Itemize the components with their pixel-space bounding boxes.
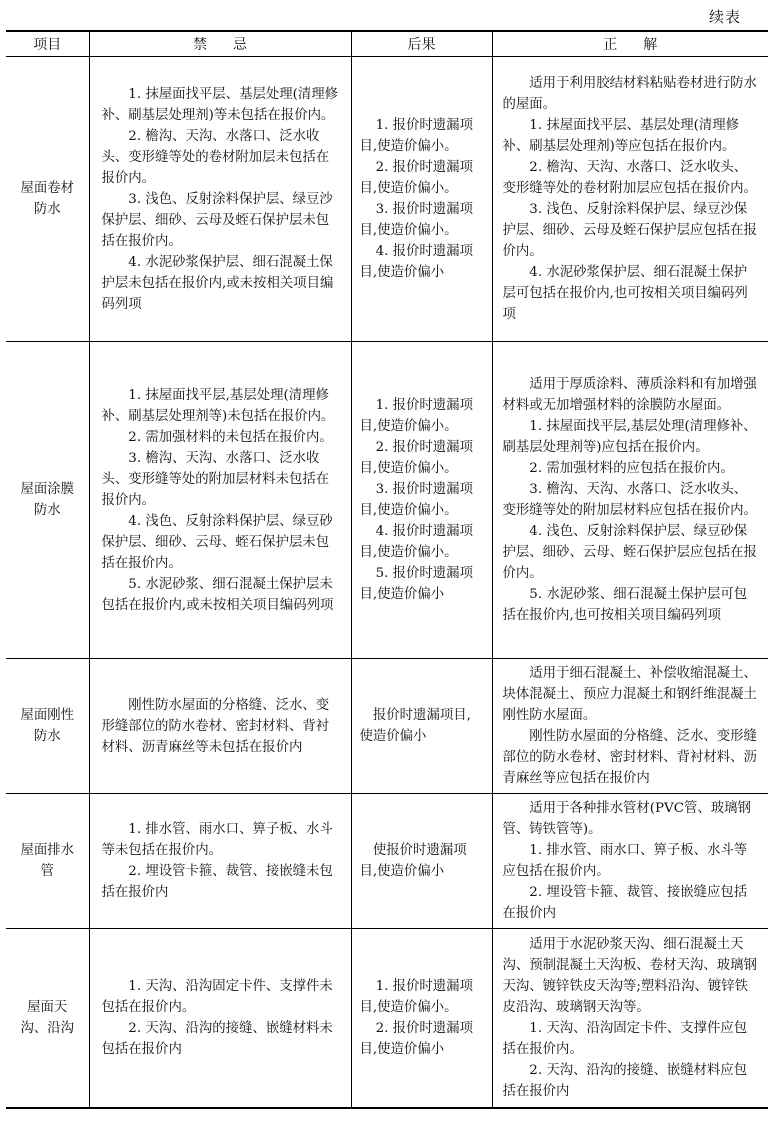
consequence-line: 2. 报价时遗漏项目,使造价偏小。 — [359, 440, 473, 476]
taboo-cell — [89, 659, 351, 794]
header-taboo — [89, 31, 351, 57]
table-row-roof-drainpipe — [6, 794, 768, 929]
taboo-line: 3. 檐沟、天沟、水落口、泛水收头、变形缝等处的附加层材料未包括在报价内。 — [101, 450, 330, 508]
consequence-line: 4. 报价时遗漏项目,使造价偏小。 — [359, 524, 473, 560]
correct-line: 5. 水泥砂浆、细石混凝土保护层可包括在报价内,也可按相关项目编码列项 — [502, 587, 748, 623]
consequence-line: 3. 报价时遗漏项目,使造价偏小。 — [359, 482, 473, 518]
correct-cell — [492, 659, 768, 794]
header-taboo-text: 禁忌 — [193, 37, 273, 53]
table-row-roof-rigid — [6, 659, 768, 794]
taboo-line: 4. 水泥砂浆保护层、细石混凝土保护层未包括在报价内,或未按相关项目编码列项 — [101, 254, 334, 312]
consequence-line: 1. 报价时遗漏项目,使造价偏小。 — [359, 398, 473, 434]
consequence-line: 4. 报价时遗漏项目,使造价偏小 — [359, 244, 473, 280]
taboo-line: 2. 天沟、沿沟的接缝、嵌缝材料未包括在报价内 — [101, 1021, 333, 1057]
consequence-line: 3. 报价时遗漏项目,使造价偏小。 — [359, 202, 473, 238]
correct-line: 3. 浅色、反射涂料保护层、绿豆沙保护层、细砂、云母及蛭石保护层应包括在报价内。 — [502, 202, 757, 259]
correct-line: 4. 浅色、反射涂料保护层、绿豆砂保护层、细砂、云母、蛭石保护层应包括在报价内。 — [502, 524, 757, 581]
table-row-roof-gutter — [6, 929, 768, 1109]
header-row — [6, 31, 768, 57]
correct-line: 1. 天沟、沿沟固定卡件、支撑件应包括在报价内。 — [502, 1021, 748, 1057]
item-cell: 屋面排水管 — [6, 794, 89, 929]
header-consequence: 后果 — [351, 31, 492, 57]
taboo-line: 2. 埋设管卡箍、裁管、接嵌缝未包括在报价内 — [101, 864, 333, 900]
taboo-line: 2. 需加强材料的未包括在报价内。 — [128, 429, 333, 445]
continued-label: 续表 — [708, 8, 741, 26]
taboo-line: 2. 檐沟、天沟、水落口、泛水收头、变形缝等处的卷材附加层未包括在报价内。 — [101, 128, 330, 186]
correct-cell — [492, 342, 768, 659]
taboo-cell — [89, 794, 351, 929]
header-correct-text: 正解 — [603, 37, 684, 53]
consequence-cell — [351, 659, 492, 794]
correct-cell — [492, 929, 768, 1109]
correct-line: 适用于细石混凝土、补偿收缩混凝土、块体混凝土、预应力混凝土和钢纤维混凝土刚性防水屋面。 — [502, 666, 757, 723]
header-item: 项目 — [6, 31, 89, 57]
correct-line: 2. 天沟、沿沟的接缝、嵌缝材料应包括在报价内 — [502, 1063, 748, 1099]
consequence-cell — [351, 929, 492, 1109]
correct-line: 适用于利用胶结材料粘贴卷材进行防水的屋面。 — [502, 76, 757, 112]
consequence-line: 1. 报价时遗漏项目,使造价偏小。 — [359, 118, 473, 154]
correct-cell — [492, 794, 768, 929]
taboo-line: 刚性防水屋面的分格缝、泛水、变形缝部位的防水卷材、密封材料、背衬材料、沥青麻丝等未包括在报价内 — [101, 697, 330, 755]
taboo-line: 3. 浅色、反射涂料保护层、绿豆沙保护层、细砂、云母及蛭石保护层未包括在报价内。 — [101, 191, 333, 249]
taboo-cell — [89, 57, 351, 342]
table-row-roof-membrane — [6, 57, 768, 342]
taboo-line: 5. 水泥砂浆、细石混凝土保护层未包括在报价内,或未按相关项目编码列项 — [101, 576, 334, 613]
taboo-line: 4. 浅色、反射涂料保护层、绿豆砂保护层、细砂、云母、蛭石保护层未包括在报价内。 — [101, 513, 333, 571]
correct-line: 1. 抹屋面找平层,基层处理(清理修补、刷基层处理剂等)应包括在报价内。 — [502, 419, 757, 455]
header-correct — [492, 31, 768, 57]
consequence-cell — [351, 342, 492, 659]
correct-line: 2. 埋设管卡箍、裁管、接嵌缝应包括在报价内 — [502, 885, 748, 921]
correct-line: 2. 需加强材料的应包括在报价内。 — [529, 461, 734, 476]
correct-line: 2. 檐沟、天沟、水落口、泛水收头、变形缝等处的卷材附加层应包括在报价内。 — [502, 160, 757, 196]
item-cell: 屋面涂膜防水 — [6, 342, 89, 659]
consequence-line: 2. 报价时遗漏项目,使造价偏小 — [359, 1021, 473, 1057]
consequence-line: 使报价时遗漏项目,使造价偏小 — [359, 843, 467, 879]
correct-line: 适用于水泥砂浆天沟、细石混凝土天沟、预制混凝土天沟板、卷材天沟、玻璃钢天沟、镀锌铁皮天沟等;塑料沿沟、镀锌铁皮沿沟、玻璃钢天沟等。 — [502, 937, 757, 1015]
item-cell: 屋面刚性防水 — [6, 659, 89, 794]
taboo-cell — [89, 342, 351, 659]
item-cell: 屋面卷材防水 — [6, 57, 89, 342]
consequence-line: 5. 报价时遗漏项目,使造价偏小 — [359, 566, 473, 602]
correct-line: 3. 檐沟、天沟、水落口、泛水收头、变形缝等处的附加层材料应包括在报价内。 — [502, 482, 757, 518]
taboo-line: 1. 抹屋面找平层,基层处理(清理修补、刷基层处理剂等)未包括在报价内。 — [101, 387, 335, 424]
correct-cell — [492, 57, 768, 342]
consequence-line: 2. 报价时遗漏项目,使造价偏小。 — [359, 160, 473, 196]
taboo-line: 1. 抹屋面找平层、基层处理(清理修补、刷基层处理剂)等未包括在报价内。 — [101, 86, 339, 123]
item-cell: 屋面天沟、沿沟 — [6, 929, 89, 1109]
consequence-line: 报价时遗漏项目,使造价偏小 — [359, 708, 471, 744]
taboo-line: 1. 排水管、雨水口、箅子板、水斗等未包括在报价内。 — [101, 822, 333, 858]
correct-line: 适用于厚质涂料、薄质涂料和有加增强材料或无加增强材料的涂膜防水屋面。 — [502, 377, 757, 413]
taboo-line: 1. 天沟、沿沟固定卡件、支撑件未包括在报价内。 — [101, 979, 333, 1015]
correct-line: 4. 水泥砂浆保护层、细石混凝土保护层可包括在报价内,也可按相关项目编码列项 — [502, 265, 748, 322]
table-row-roof-coating — [6, 342, 768, 659]
consequence-line: 1. 报价时遗漏项目,使造价偏小。 — [359, 979, 473, 1015]
consequence-cell — [351, 57, 492, 342]
correct-line: 刚性防水屋面的分格缝、泛水、变形缝部位的防水卷材、密封材料、背衬材料、沥青麻丝等应包括在报价内 — [502, 729, 757, 786]
taboo-cell — [89, 929, 351, 1109]
correct-line: 1. 排水管、雨水口、箅子板、水斗等应包括在报价内。 — [502, 843, 748, 879]
taboo-table — [6, 30, 768, 1109]
correct-line: 适用于各种排水管材(PVC管、玻璃钢管、铸铁管等)。 — [502, 801, 751, 837]
consequence-cell — [351, 794, 492, 929]
correct-line: 1. 抹屋面找平层、基层处理(清理修补、刷基层处理剂)等应包括在报价内。 — [502, 118, 740, 154]
